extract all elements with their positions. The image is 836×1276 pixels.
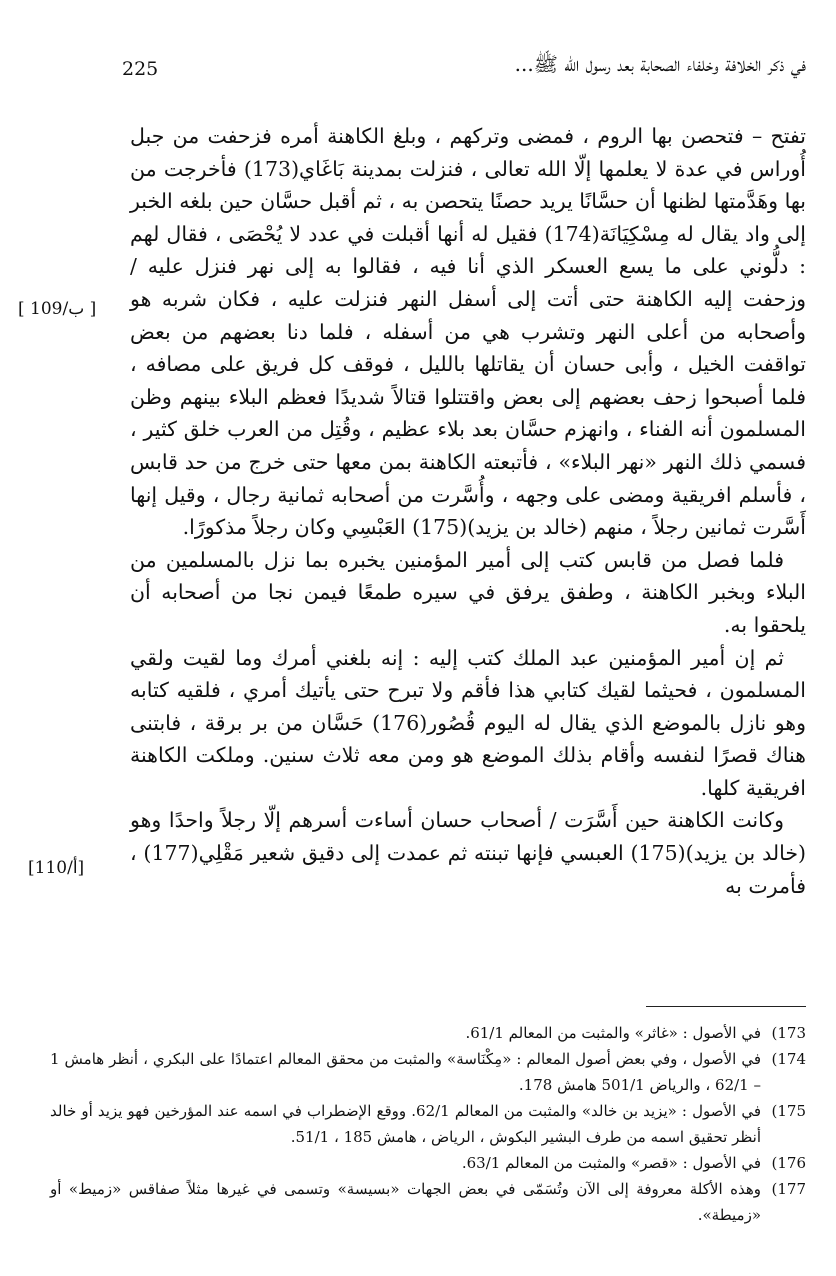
footnote-number: 177): [771, 1180, 806, 1198]
footnote-174: [50, 1046, 806, 1098]
footnote-177: [50, 1176, 806, 1228]
footnote-175: [50, 1098, 806, 1150]
running-header-title: في ذكر الخلافة وخلفاء الصحابة بعد رسول الله ﷺ...: [514, 52, 806, 76]
footnote-176: [50, 1150, 806, 1176]
manuscript-folio-ref-1: [ 109/ب ]: [18, 299, 97, 319]
footnote-text: في الأصول : «يزيد بن خالد» والمثبت من المعالم 62/1. ووقع الإضطراب في اسمه عند المؤرخين فهو يزيد أو خالد أنظر تحقيق اسمه من طرف البشير البكوش ، الرياض ، هامش 185 ، 51/1.: [50, 1102, 761, 1146]
paragraph-1: تفتح – فتحصن بها الروم ، فمضى وتركهم ، وبلغ الكاهنة أمره فزحفت من جبل أُوراس في عدة لا يعلمها إلّا الله تعالى ، فنزلت بمدينة بَاغَاي(173) فأخرجت من بها وهَدَّمتها لظنها أن حسَّانًا يريد حصنًا يتحصن به ، ثم أقبل حسَّان حين بلغه الخبر إلى واد يقال له مِسْكِيَانَة(174) فقيل له أنها أقبلت في عدد لا يُحْصَى ، فقال لهم : دلُّوني على ما يسع العسكر الذي أنا فيه ، فقالوا به إلى نهر فنزل عليه / وزحفت إليه الكاهنة حتى أتت إلى أسفل النهر فنزلت عليه ، فكان شربه هو وأصحابه من أعلى النهر وتشرب هي من أسفله ، فلما دنا بعضهم من بعض تواقفت الخيل ، وأبى حسان أن يقاتلها بالليل ، فوقف كل فريق على مصافه ، فلما أصبحوا زحف بعضهم إلى بعض واقتتلوا قتالاً شديدًا فعظم البلاء بينهم وظن المسلمون أنه الفناء ، وانهزم حسَّان بعد بلاء عظيم ، وقُتِل من العرب خلق كثير ، فسمي ذلك النهر «نهر البلاء» ، فأتبعته الكاهنة بمن معها حتى خرج من حد قابس ، فأسلم افريقية ومضى على وجهه ، وأُسَّرت من أصحابه ثمانية رجال ، وقيل إنها أَسَّرت ثمانين رجلاً ، منهم (خالد بن يزيد)(175) العَبْسِي وكان رجلاً مذكورًا.: [130, 124, 806, 540]
main-text: [130, 120, 806, 902]
footnotes: [50, 1020, 806, 1228]
footnote-text: في الأصول : «غاثر» والمثبت من المعالم 61/1.: [465, 1024, 761, 1042]
footnote-number: 173): [771, 1024, 806, 1042]
page-number: 225: [122, 58, 159, 80]
footnote-number: 176): [771, 1154, 806, 1172]
footnote-text: وهذه الأكلة معروفة إلى الآن وتُسَمّى في بعض الجهات «بسيسة» وتسمى في غيرها مثلاً صفاقس «زميط» أو «زميطة».: [50, 1180, 761, 1224]
paragraph-3: ثم إن أمير المؤمنين عبد الملك كتب إليه : إنه بلغني أمرك وما لقيت ولقي المسلمون ، فحيثما لقيك كتابي هذا فأقم ولا تبرح حتى يأتيك أمري ، فلقيه كتابه وهو نازل بالموضع الذي يقال له اليوم قُصُور(176) حَسَّان من بر برقة ، فابتنى هناك قصرًا لنفسه وأقام بذلك الموضع هو ومن معه ثلاث سنين. وملكت الكاهنة افريقية كلها.: [130, 645, 807, 800]
footnote-text: في الأصول : «قصر» والمثبت من المعالم 63/1.: [461, 1154, 761, 1172]
paragraph-2: فلما فصل من قابس كتب إلى أمير المؤمنين يخبره بما نزل بالمسلمين من البلاء وبخبر الكاهنة ، وطفق يرفق في سيره طمعًا فيمن نجا من أصحابه أن يلحقوا به.: [130, 547, 806, 637]
footnote-separator: [646, 1006, 806, 1007]
footnote-number: 174): [771, 1050, 806, 1068]
paragraph-4: وكانت الكاهنة حين أَسَّرَت / أصحاب حسان أساءت أسرهم إلّا رجلاً واحدًا وهو (خالد بن يزيد)(175) العبسي فإنها تبنته ثم عمدت إلى دقيق شعير مَقْلِي(177) ، فأمرت به: [130, 808, 806, 898]
footnote-text: في الأصول ، وفي بعض أصول المعالم : «مِكْنَاسة» والمثبت من محقق المعالم اعتمادًا على البكري ، أنظر هامش 1 – 62/1 ، والرياض 501/1 هامش 178.: [50, 1050, 762, 1094]
footnote-number: 175): [771, 1102, 806, 1120]
footnote-173: [50, 1020, 806, 1046]
manuscript-folio-ref-2: [110/أ]: [28, 858, 85, 878]
